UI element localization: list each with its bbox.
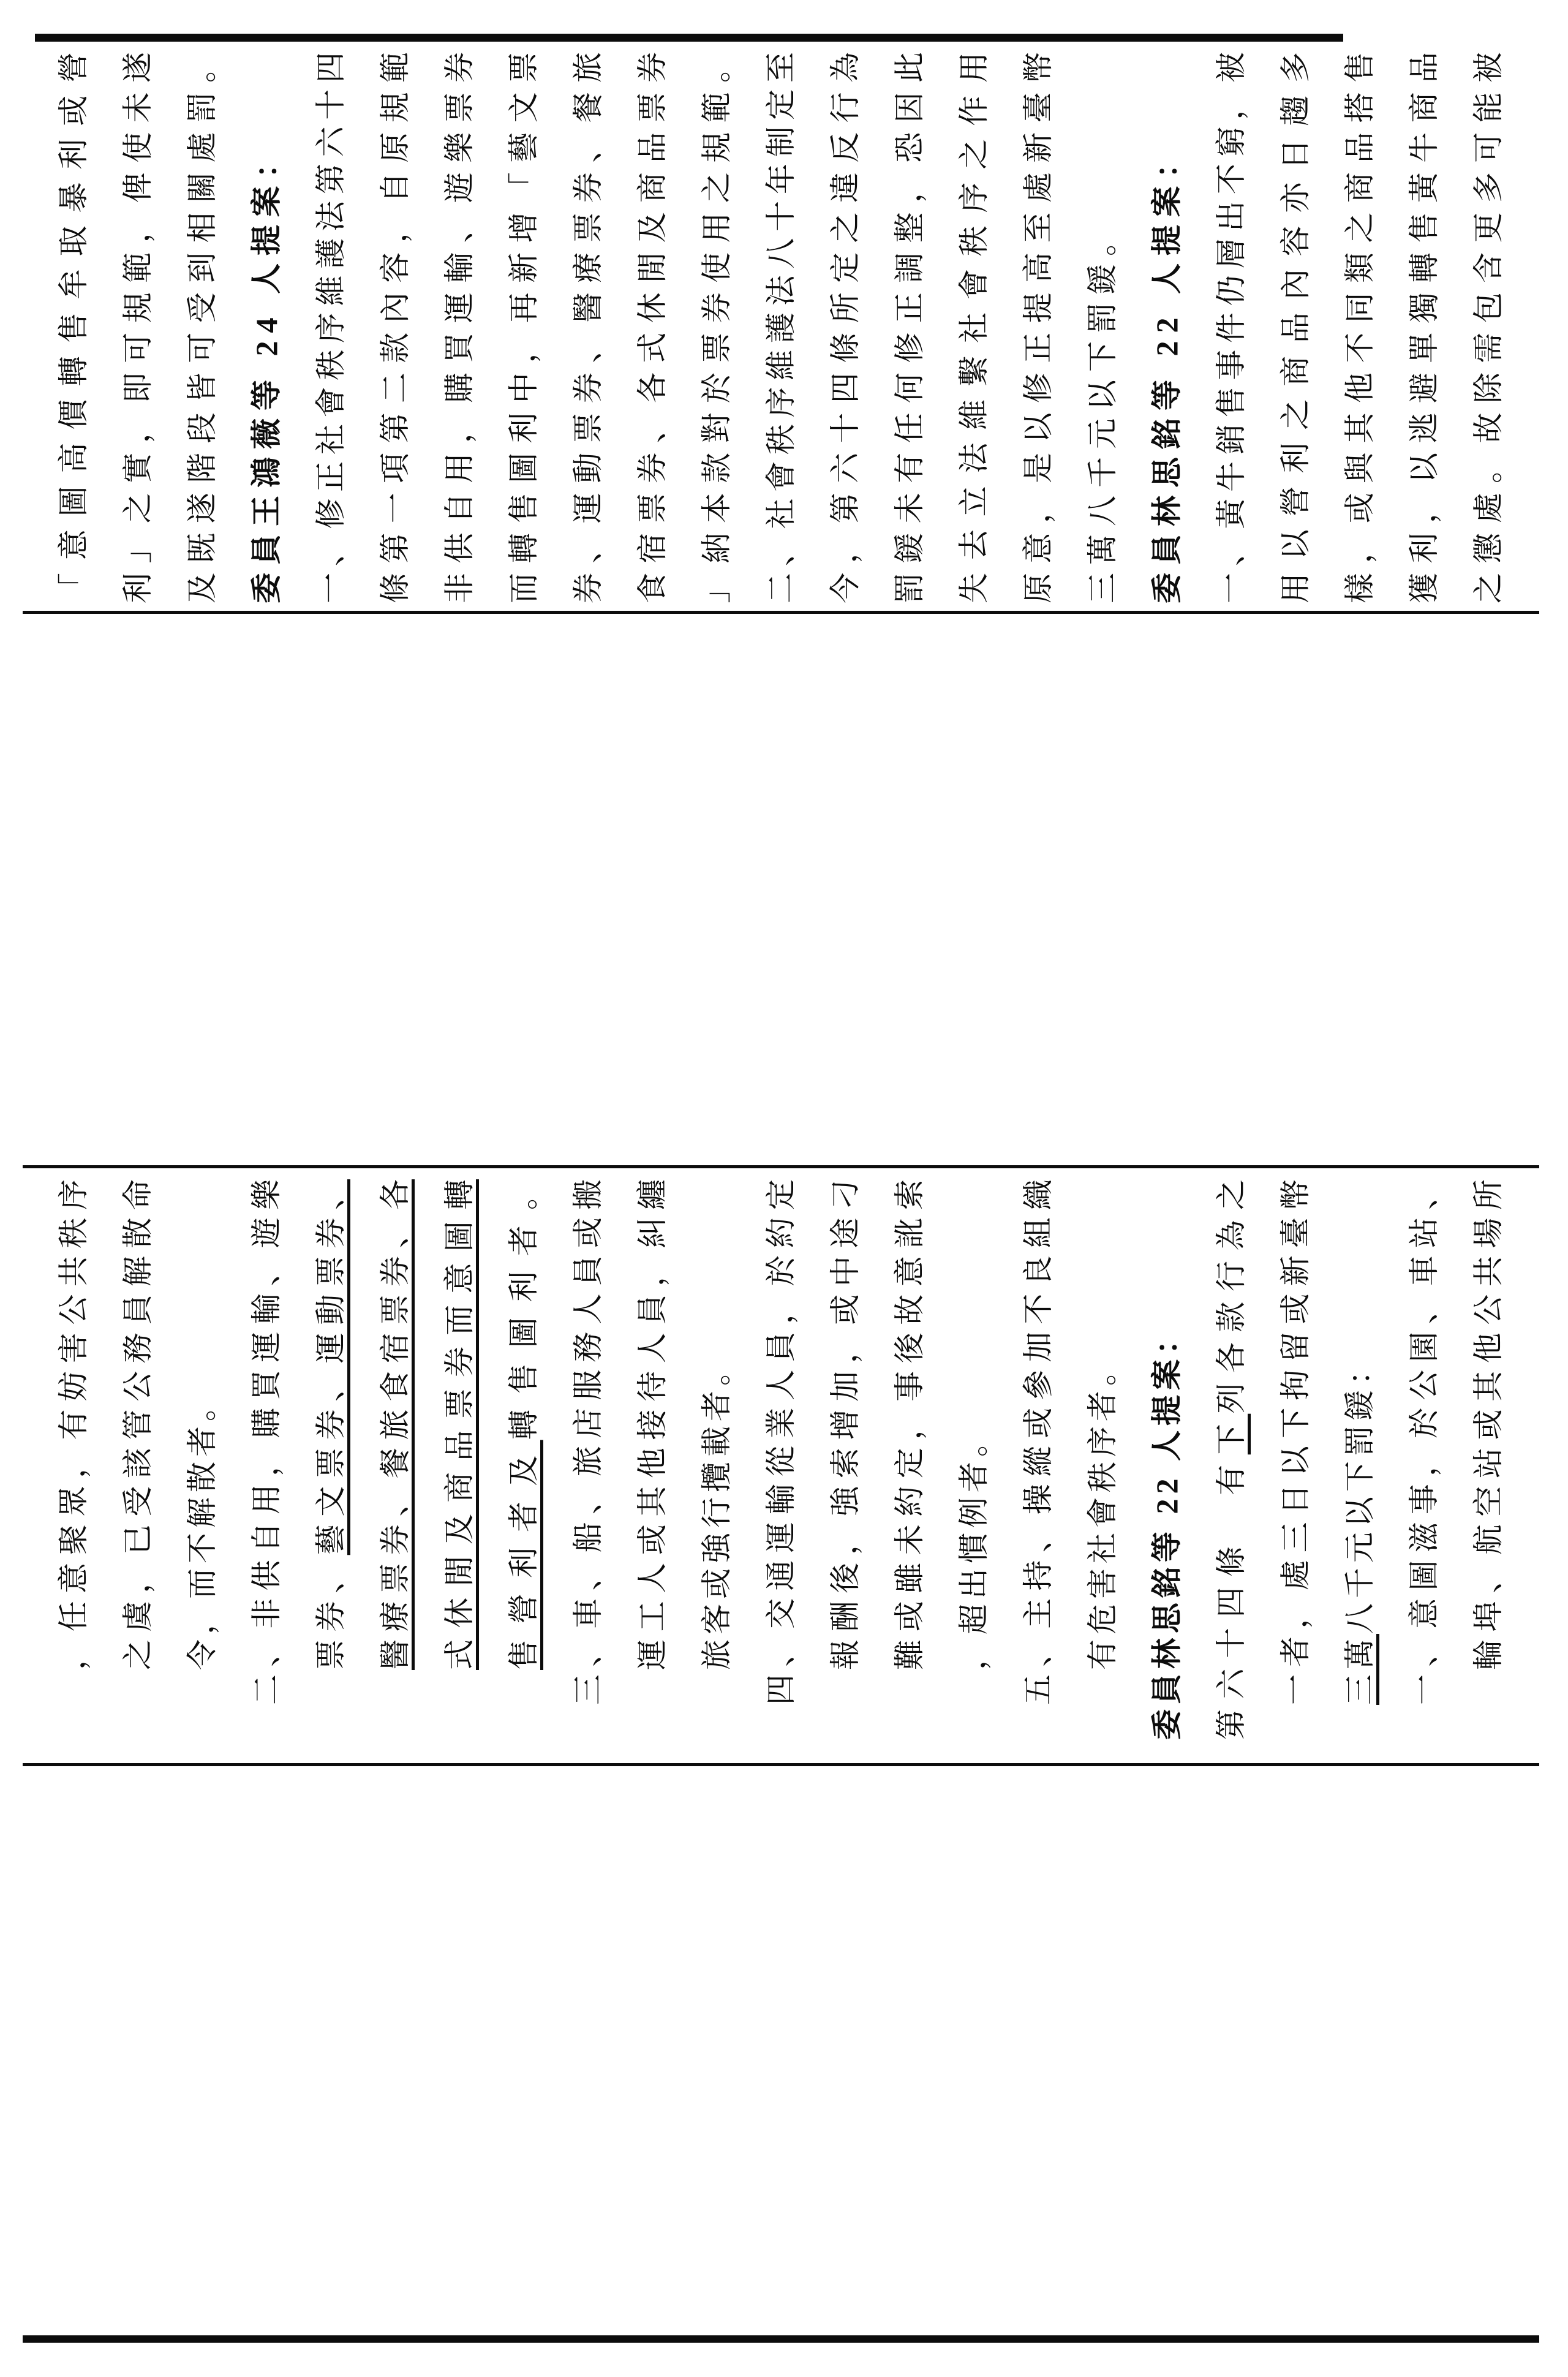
text-run: 第六十四條 有 xyxy=(1214,1454,1248,1740)
text-line xyxy=(170,1179,235,1740)
text-line xyxy=(1328,1179,1392,1740)
text-line xyxy=(942,1179,1006,1740)
text-run: 之懲處。故除需包含更多可能被 xyxy=(1471,52,1506,603)
table-column-border xyxy=(23,1763,1539,1766)
text-run: 今，第六十四條所定之違反行為 xyxy=(828,52,862,603)
underlined-text-run: 藝文票券、運動票券、 xyxy=(314,1179,348,1555)
footer-rule-thick xyxy=(23,2335,1539,2343)
text-run: 樣，或與其他不同類之商品搭售 xyxy=(1343,52,1377,603)
text-run: 票券、 xyxy=(314,1555,348,1670)
text-line xyxy=(1199,1179,1264,1740)
text-line xyxy=(235,1179,299,1740)
text-line xyxy=(42,52,106,603)
text-line xyxy=(942,52,1006,603)
provision-column-text xyxy=(42,1179,1521,1740)
text-run: 列各款行為之 xyxy=(1214,1179,1248,1414)
text-line xyxy=(556,52,620,603)
text-line xyxy=(878,1179,942,1740)
text-run: 食宿票券、各式休閒及商品票券 xyxy=(635,52,669,603)
underlined-text-run: 下 xyxy=(1214,1413,1248,1455)
text-run: ，超出慣例者。 xyxy=(957,1421,991,1670)
text-line xyxy=(428,52,492,603)
text-line xyxy=(170,52,235,603)
underlined-text-run: 售營利者及 xyxy=(507,1440,541,1670)
text-line xyxy=(813,52,878,603)
text-run: 二、非供自用，購買運輸、遊樂 xyxy=(249,1179,284,1705)
text-line xyxy=(620,52,685,603)
text-run: 罰鍰未有任何修正調整，恐因此 xyxy=(892,52,927,603)
text-line xyxy=(1328,52,1392,603)
text-run: 二、社會秩序維護法八十年制定至 xyxy=(764,52,798,603)
text-run: 轉售圖利者。 xyxy=(507,1179,541,1440)
text-run: 三萬八千元以下罰鍰。 xyxy=(1085,217,1120,603)
text-run: 一、意圖滋事，於公園、車站、 xyxy=(1407,1179,1441,1705)
text-run: 用以營利之商品內容亦日趨多 xyxy=(1278,52,1313,603)
text-run: 條第一項第二款內容，自原規範 xyxy=(378,52,412,603)
text-line xyxy=(492,1179,556,1740)
table-column-border xyxy=(23,1165,1539,1168)
text-line xyxy=(1264,52,1328,603)
header-rule-thick xyxy=(35,34,1343,42)
text-run: 委員王鴻薇等 24 人提案： xyxy=(249,140,284,603)
text-run: 獲利，以逃避單獨轉售黃牛商品 xyxy=(1407,52,1441,603)
text-run: 報酬後，強索增加，或中途刁 xyxy=(828,1179,862,1670)
text-line xyxy=(42,1179,106,1740)
text-line xyxy=(492,52,556,603)
text-run: 」納本款對於票券使用之規範。 xyxy=(699,52,734,603)
text-line xyxy=(1392,1179,1457,1740)
explanation-column-text xyxy=(42,52,1521,603)
underlined-text-run: 三萬 xyxy=(1343,1634,1377,1705)
text-line xyxy=(299,52,363,603)
text-line xyxy=(428,1179,492,1740)
underlined-text-run: 式休閒及商品票券而意圖轉 xyxy=(442,1179,477,1670)
text-run: 券、運動票券、醫療票券、餐旅 xyxy=(571,52,605,603)
text-line xyxy=(878,52,942,603)
text-run: 有危害社會秩序者。 xyxy=(1085,1350,1120,1670)
text-run: 八千元以下罰鍰： xyxy=(1343,1350,1377,1634)
text-run: 一者，處三日以下拘留或新臺幣 xyxy=(1278,1179,1313,1705)
table-column-border xyxy=(23,611,1539,614)
text-line xyxy=(106,52,170,603)
text-run: 三、車、船、旅店服務人員或搬 xyxy=(571,1179,605,1705)
underlined-text-run: 醫療票券、餐旅食宿票券、各 xyxy=(378,1179,412,1670)
text-line xyxy=(1071,52,1135,603)
text-run: 失去立法維繫社會秩序之作用 xyxy=(957,52,991,603)
text-run: 令，而不解散者。 xyxy=(185,1386,219,1670)
text-run: 利」之實，即可規範，俾使未遂 xyxy=(121,52,155,603)
text-line xyxy=(1071,1179,1135,1740)
text-run: 非供自用，購買運輸、遊樂票券 xyxy=(442,52,477,603)
text-run: 輪埠、航空站或其他公共場所 xyxy=(1471,1179,1506,1670)
text-line xyxy=(749,1179,813,1740)
text-line xyxy=(1135,1179,1199,1740)
text-line xyxy=(813,1179,878,1740)
text-line xyxy=(299,1179,363,1740)
text-run: 「意圖高價轉售牟取暴利或營 xyxy=(56,52,91,603)
text-run: 一、修正社會秩序維護法第六十四 xyxy=(314,52,348,603)
text-run: 五、主持、操縱或參加不良組織 xyxy=(1021,1179,1055,1705)
text-run: 四、交通運輸從業人員，於約定 xyxy=(764,1179,798,1705)
text-line xyxy=(1006,1179,1071,1740)
text-run: 運工人或其他接待人員，糾纏 xyxy=(635,1179,669,1670)
text-run: 而轉售圖利中，再新增「藝文票 xyxy=(507,52,541,603)
text-line xyxy=(1199,52,1264,603)
text-line xyxy=(620,1179,685,1740)
text-line xyxy=(363,52,428,603)
text-line xyxy=(749,52,813,603)
text-run: ，任意聚眾，有妨害公共秩序 xyxy=(56,1179,91,1670)
text-run: 委員林思銘等 22 人提案： xyxy=(1150,1319,1184,1740)
text-line xyxy=(235,52,299,603)
text-line xyxy=(685,52,749,603)
text-run: 原意，是以修正提高至處新臺幣 xyxy=(1021,52,1055,603)
text-line xyxy=(363,1179,428,1740)
text-run: 之虞，已受該管公務員解散命 xyxy=(121,1179,155,1670)
text-line xyxy=(1457,1179,1521,1740)
text-run: 一、黃牛銷售事件仍層出不窮，被 xyxy=(1214,52,1248,603)
text-line xyxy=(1264,1179,1328,1740)
text-run: 委員林思銘等 22 人提案： xyxy=(1150,140,1184,603)
text-run: 及既遂階段皆可受到相關處罰。 xyxy=(185,52,219,603)
text-run: 難或雖未約定，事後故意訛索 xyxy=(892,1179,927,1670)
text-line xyxy=(1392,52,1457,603)
text-line xyxy=(1006,52,1071,603)
text-line xyxy=(1457,52,1521,603)
text-line xyxy=(1135,52,1199,603)
text-line xyxy=(685,1179,749,1740)
text-line xyxy=(106,1179,170,1740)
text-run: 旅客或強行攬載者。 xyxy=(699,1350,734,1670)
text-line xyxy=(556,1179,620,1740)
